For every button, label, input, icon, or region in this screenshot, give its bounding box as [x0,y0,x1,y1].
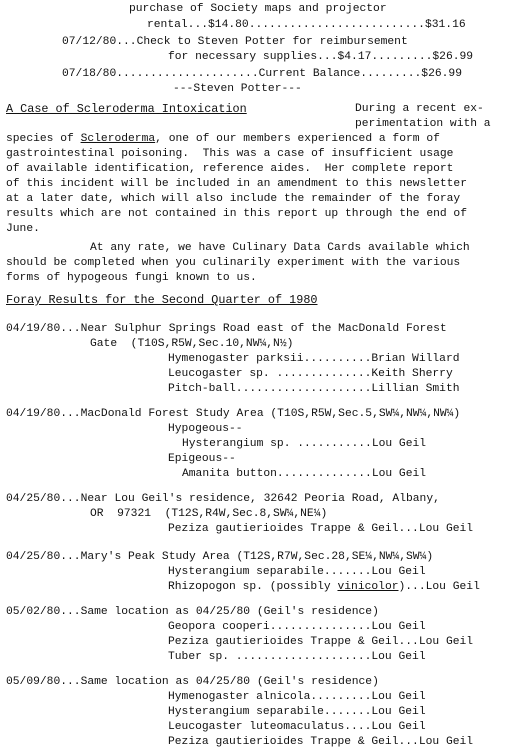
species-name-underlined: Scleroderma [80,133,156,145]
foray-entry-line: 05/09/80...Same location as 04/25/80 (Geil's residence) [6,676,379,688]
article-line: should be completed when you culinarily experiment with the various [6,257,461,269]
foray-entry-line: 04/25/80...Mary's Peak Study Area (T12S,R7W,Sec.28,SE¼,NW¼,SW¼) [6,551,434,563]
article-line: of available identification, reference aides. Her complete report [6,163,454,175]
article-line: June. [6,223,40,235]
foray-entry-line: Hysterangium sp. ...........Lou Geil [182,438,427,450]
ledger-line-4: for necessary supplies...$4.17.........$26.99 [168,51,474,63]
ledger-line-1: purchase of Society maps and projector [129,3,387,15]
foray-entry-line: Geopora cooperi...............Lou Geil [168,621,426,633]
foray-entry-line: 04/19/80...Near Sulphur Springs Road east of the MacDonald Forest [6,323,447,335]
article-line: at a later date, which will also include the remainder of the foray [6,193,461,205]
foray-entry-line: Epigeous-- [168,453,236,465]
article-line: forms of hypogeous fungi known to us. [6,272,257,284]
article-line: During a recent ex- [355,103,484,115]
article-line: gastrointestinal poisoning. This was a case of insufficient usage [6,148,454,160]
foray-entry-line: OR 97321 (T12S,R4W,Sec.8,SW¼,NE¼) [90,508,328,520]
foray-entry-line: Pitch-ball....................Lillian Smith [168,383,460,395]
ledger-line-5: 07/18/80.....................Current Balance.........$26.99 [62,68,462,80]
foray-entry-line: Hymenogaster parksii..........Brian Willard [168,353,460,365]
text-run: species of [6,133,81,145]
foray-entry-line: Leucogaster sp. ..............Keith Sherry [168,368,453,380]
foray-entry-line: Peziza gautierioides Trappe & Geil...Lou Geil [168,523,474,535]
foray-entry-line [168,580,480,595]
foray-entry-line: Leucogaster luteomaculatus....Lou Geil [168,721,426,733]
foray-entry-line: Gate (T10S,R5W,Sec.10,NW¼,N½) [90,338,294,350]
foray-entry-line: Tuber sp. ....................Lou Geil [168,651,426,663]
article-line: of this incident will be included in an amendment to this newsletter [6,178,467,190]
text-run: Rhizopogon sp. (possibly [168,581,338,593]
ledger-signature: ---Steven Potter--- [173,83,302,95]
species-name-underlined: vinicolor [337,581,399,593]
ledger-line-3: 07/12/80...Check to Steven Potter for reimbursement [62,36,408,48]
text-run: )...Lou Geil [398,581,480,593]
article-line: results which are not contained in this report up through the end of [6,208,467,220]
text-run: , one of our members experienced a form of [155,133,440,145]
foray-entry-line: Peziza gautierioides Trappe & Geil...Lou Geil [168,736,474,748]
foray-entry-line: 04/25/80...Near Lou Geil's residence, 32642 Peoria Road, Albany, [6,493,440,505]
foray-entry-line: Hysterangium separabile.......Lou Geil [168,706,426,718]
article-line [6,132,440,147]
foray-entry-line: 04/19/80...MacDonald Forest Study Area (T10S,R5W,Sec.5,SW¼,NW¼,NW¼) [6,408,461,420]
ledger-line-2: rental...$14.80..........................$31.16 [147,19,466,31]
article-line: perimentation with a [355,118,491,130]
foray-entry-line: 05/02/80...Same location as 04/25/80 (Geil's residence) [6,606,379,618]
foray-title: Foray Results for the Second Quarter of 1980 [6,293,318,307]
article-line: At any rate, we have Culinary Data Cards available which [90,242,470,254]
article-title: A Case of Scleroderma Intoxication [6,102,247,116]
foray-entry-line: Hypogeous-- [168,423,243,435]
foray-entry-line: Hymenogaster alnicola.........Lou Geil [168,691,426,703]
foray-entry-line: Hysterangium separabile.......Lou Geil [168,566,426,578]
foray-entry-line: Amanita button..............Lou Geil [182,468,427,480]
foray-entry-line: Peziza gautierioides Trappe & Geil...Lou Geil [168,636,474,648]
